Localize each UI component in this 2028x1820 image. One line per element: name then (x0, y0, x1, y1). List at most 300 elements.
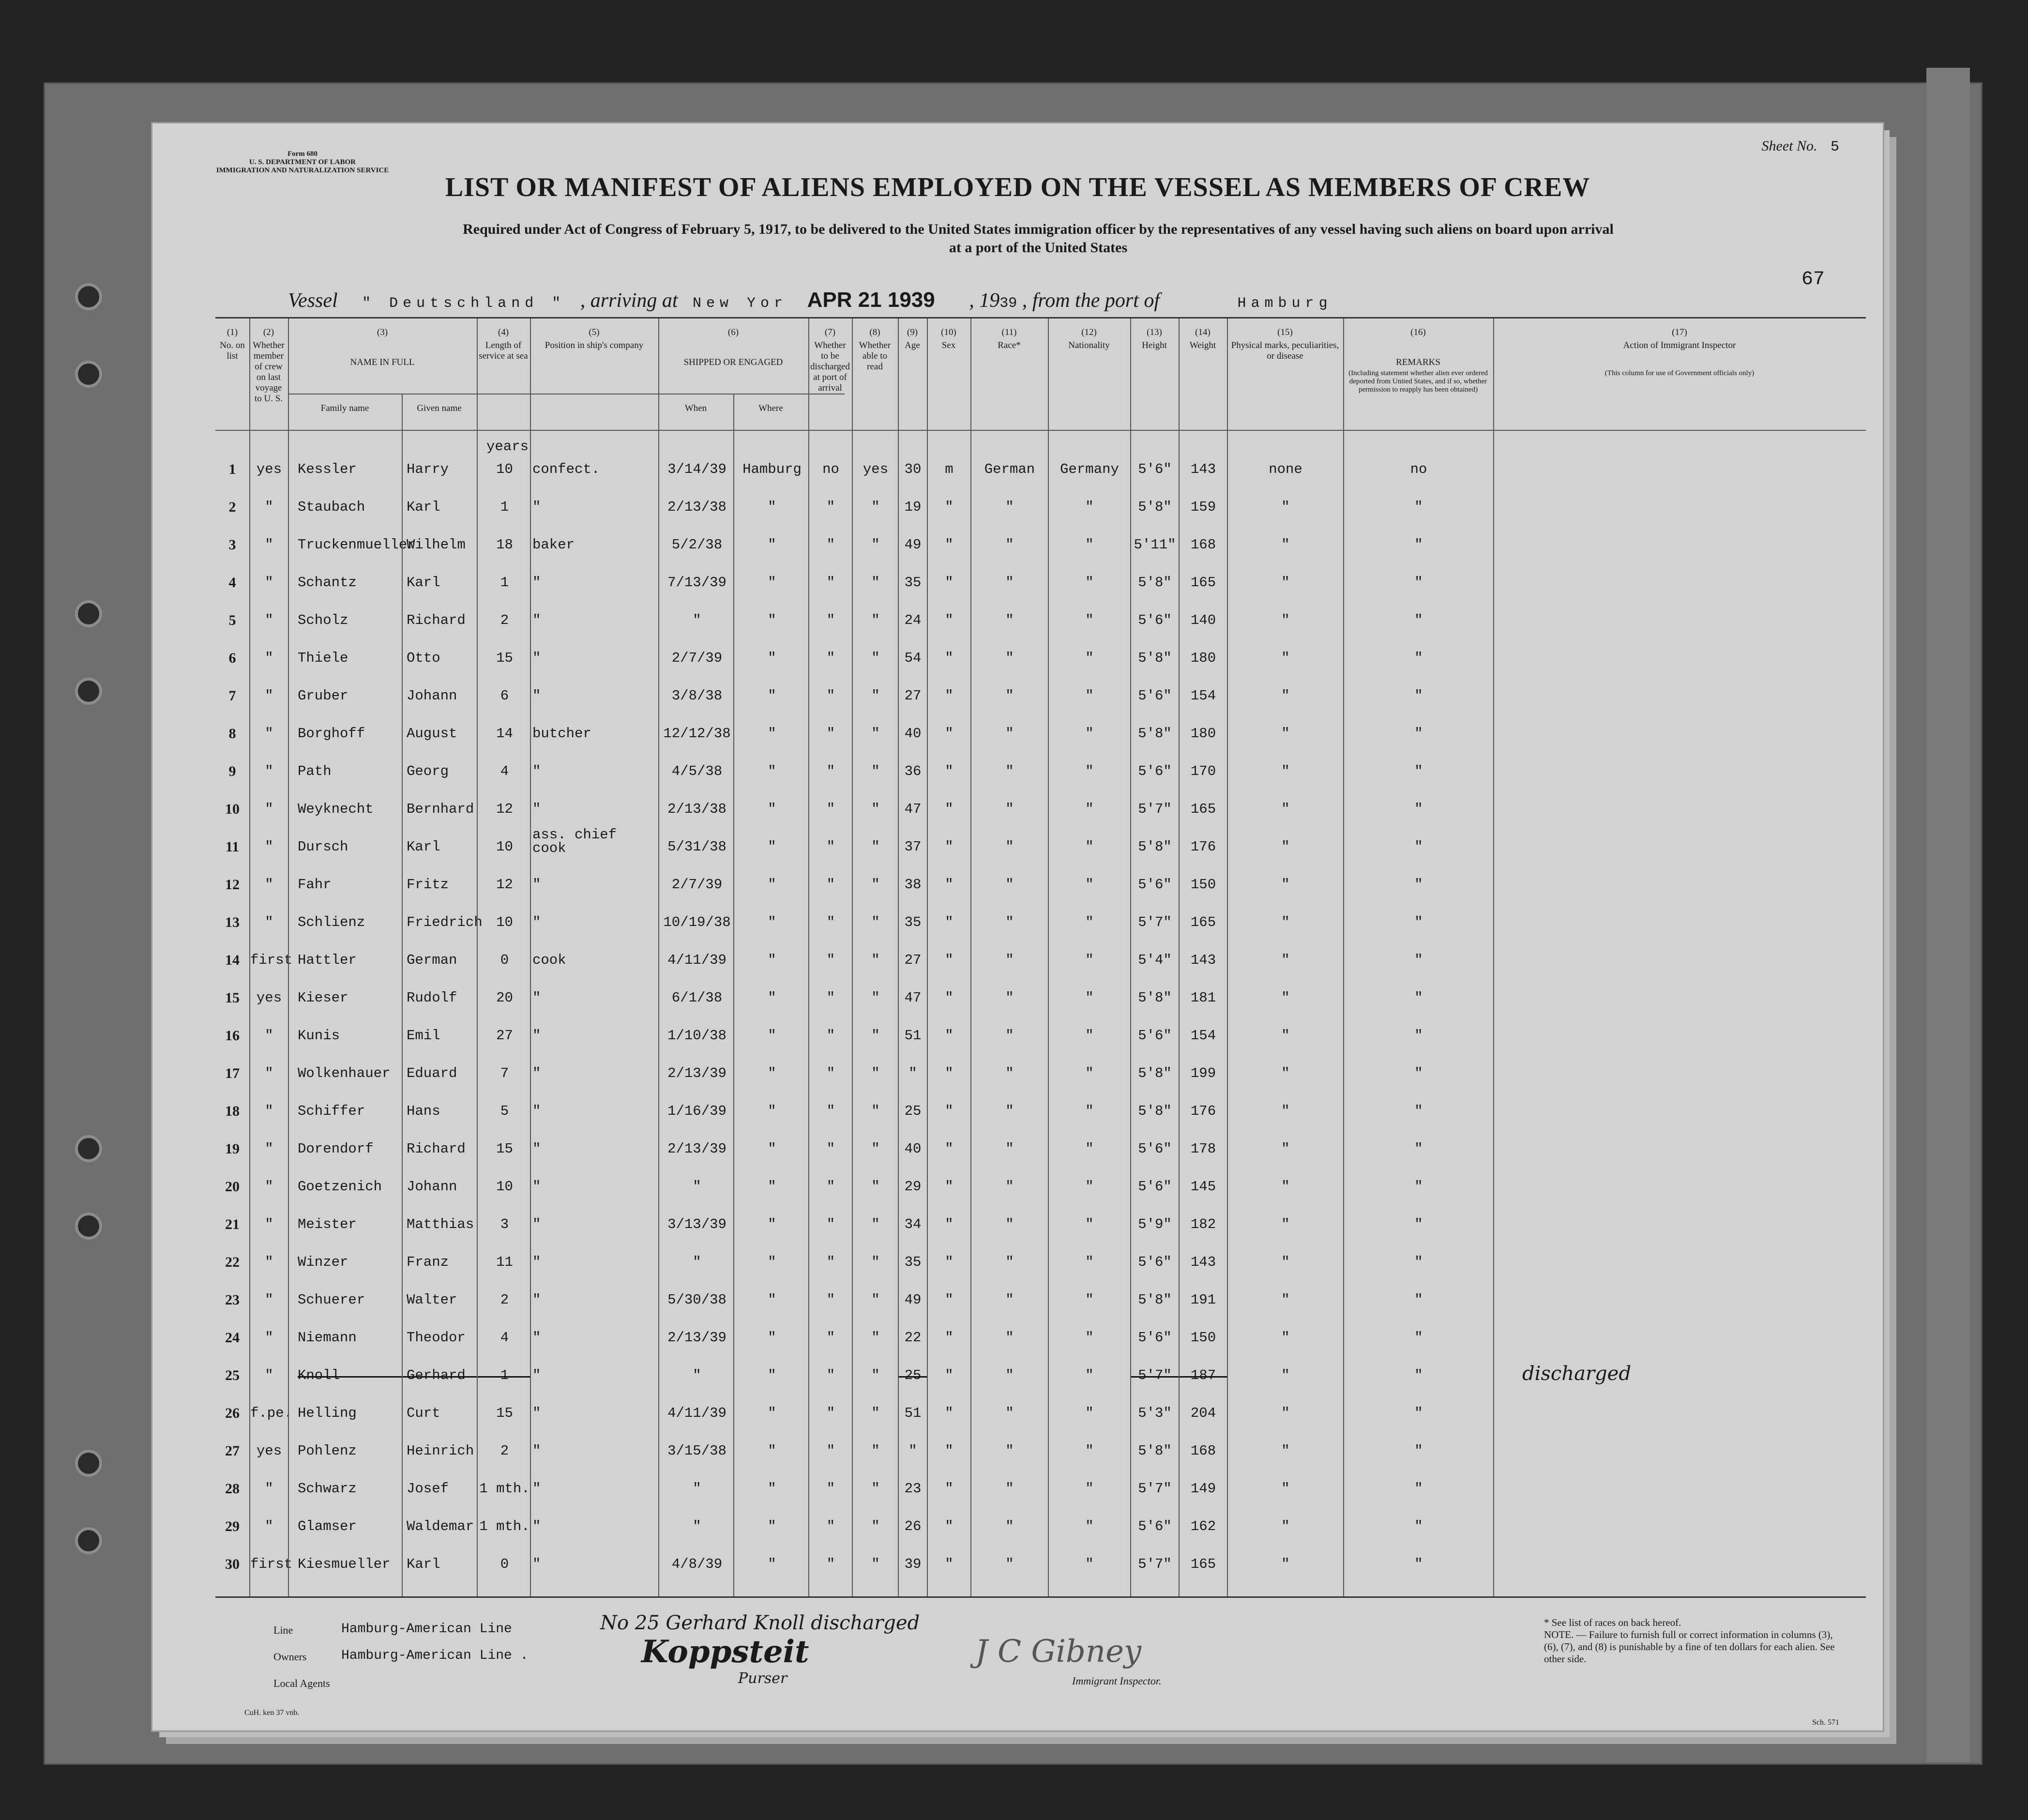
column-number: (6) (727, 327, 739, 337)
nationality-cell: " (1085, 1518, 1094, 1534)
height-cell: 5'8" (1138, 1103, 1172, 1119)
able-to-read-cell: " (871, 575, 880, 591)
last-voyage-cell: " (265, 1518, 273, 1534)
nationality-cell: " (1085, 1216, 1094, 1232)
physical-marks-cell: " (1281, 688, 1290, 704)
last-voyage-cell: " (265, 1292, 273, 1308)
nationality-cell: " (1085, 801, 1094, 817)
last-voyage-cell: " (265, 1028, 273, 1044)
discharged-cell: " (826, 877, 835, 893)
last-voyage-cell: " (265, 1103, 273, 1119)
service-length-cell: 20 (496, 990, 513, 1006)
owners-label: Owners (273, 1651, 307, 1663)
service-length-cell: 12 (496, 877, 513, 893)
column-rule (852, 318, 853, 1596)
physical-marks-cell: " (1281, 839, 1290, 855)
age-cell: 27 (904, 688, 922, 704)
nationality-cell: " (1085, 839, 1094, 855)
position-cell: " (532, 499, 541, 515)
given-name-cell: Richard (407, 1141, 466, 1157)
table-row (215, 1136, 1866, 1173)
physical-marks-cell: " (1281, 499, 1290, 515)
table-row (215, 645, 1866, 682)
race-cell: " (1005, 1405, 1014, 1421)
family-name-cell: Wolkenhauer (298, 1065, 391, 1081)
nationality-cell: " (1085, 1443, 1094, 1459)
line-label: Line (273, 1624, 293, 1636)
row-number: 17 (225, 1065, 240, 1081)
weight-cell: 180 (1190, 726, 1216, 742)
position-cell: " (532, 1556, 541, 1572)
race-cell: " (1005, 537, 1014, 553)
column-rule (249, 318, 250, 1596)
service-length-cell: 6 (500, 688, 509, 704)
discharged-cell: " (826, 1330, 835, 1346)
race-cell: " (1005, 1367, 1014, 1383)
physical-marks-cell: " (1281, 1367, 1290, 1383)
height-cell: 5'6" (1138, 461, 1172, 477)
discharged-cell: " (826, 1518, 835, 1534)
subheader-where: Where (758, 403, 783, 413)
last-voyage-cell: first (250, 1556, 293, 1572)
nationality-cell: " (1085, 1556, 1094, 1572)
age-cell: 19 (904, 499, 922, 515)
nationality-cell: " (1085, 1141, 1094, 1157)
nationality-cell: " (1085, 1330, 1094, 1346)
age-cell: 23 (904, 1481, 922, 1497)
position-cell: ass. chief cook (532, 827, 617, 856)
position-cell: butcher (532, 726, 591, 742)
engaged-where-cell: " (768, 499, 776, 515)
weight-cell: 145 (1190, 1179, 1216, 1195)
height-cell: 5'8" (1138, 1065, 1172, 1081)
service-length-cell: 10 (496, 1179, 513, 1195)
engaged-when-cell: 2/7/39 (671, 877, 723, 893)
from-port: Hamburg (1237, 295, 1332, 312)
service-length-cell: 11 (496, 1254, 513, 1270)
given-name-cell: Johann (407, 688, 457, 704)
sex-cell: " (945, 688, 953, 704)
last-voyage-cell: " (265, 537, 273, 553)
position-cell: " (532, 1028, 541, 1044)
column-number: (8) (869, 327, 880, 337)
subheader-when: When (684, 403, 707, 413)
physical-marks-cell: " (1281, 1481, 1290, 1497)
weight-cell: 149 (1190, 1481, 1216, 1497)
row-number: 12 (225, 877, 240, 893)
column-number: (16) (1410, 327, 1426, 337)
family-name-cell: Winzer (298, 1254, 348, 1270)
column-number: (5) (589, 327, 600, 337)
weight-cell: 154 (1190, 1028, 1216, 1044)
sex-cell: " (945, 763, 953, 779)
table-row (215, 1098, 1866, 1135)
sex-cell: " (945, 1443, 953, 1459)
sex-cell: " (945, 1141, 953, 1157)
able-to-read-cell: " (871, 1216, 880, 1232)
date-stamp: APR 21 1939 (807, 288, 935, 312)
sex-cell: " (945, 1254, 953, 1270)
engaged-when-cell: " (693, 1367, 701, 1383)
last-voyage-cell: " (265, 1141, 273, 1157)
discharged-cell: " (826, 1405, 835, 1421)
given-name-cell: Eduard (407, 1065, 457, 1081)
discharged-cell: " (826, 839, 835, 855)
position-cell: " (532, 877, 541, 893)
column-rule (1343, 318, 1344, 1596)
physical-marks-cell: " (1281, 1065, 1290, 1081)
binder-hole-icon (75, 600, 102, 627)
table-row (215, 1476, 1866, 1513)
given-name-cell: Richard (407, 612, 466, 628)
engaged-where-cell: " (768, 650, 776, 666)
sex-cell: " (945, 537, 953, 553)
header-divider (215, 430, 1866, 431)
position-cell: " (532, 990, 541, 1006)
sex-cell: m (945, 461, 953, 477)
weight-cell: 191 (1190, 1292, 1216, 1308)
sex-cell: " (945, 990, 953, 1006)
nationality-cell: " (1085, 1254, 1094, 1270)
weight-cell: 204 (1190, 1405, 1216, 1421)
owners-value: Hamburg-American Line . (341, 1648, 529, 1663)
physical-marks-cell: " (1281, 1292, 1290, 1308)
engaged-when-cell: 12/12/38 (663, 726, 731, 742)
weight-cell: 176 (1190, 1103, 1216, 1119)
given-name-cell: Wilhelm (407, 537, 466, 553)
family-name-cell: Helling (298, 1405, 357, 1421)
discharged-cell: " (826, 1254, 835, 1270)
table-row (215, 758, 1866, 795)
able-to-read-cell: " (871, 877, 880, 893)
engaged-where-cell: " (768, 1254, 776, 1270)
physical-marks-cell: " (1281, 1216, 1290, 1232)
engaged-when-cell: " (693, 612, 701, 628)
table-row (215, 456, 1866, 493)
given-name-cell: Friedrich (407, 914, 483, 930)
physical-marks-cell: " (1281, 1179, 1290, 1195)
nationality-cell: " (1085, 688, 1094, 704)
column-subrule (402, 394, 403, 1596)
last-voyage-cell: " (265, 499, 273, 515)
column-header: Physical marks, peculiarities, or disease (1231, 340, 1339, 361)
sex-cell: " (945, 650, 953, 666)
nationality-cell: " (1085, 575, 1094, 591)
race-cell: " (1005, 1330, 1014, 1346)
given-name-cell: Georg (407, 763, 449, 779)
footnote (1544, 1617, 1844, 1665)
nationality-cell: " (1085, 1292, 1094, 1308)
engaged-where-cell: " (768, 1481, 776, 1497)
weight-cell: 181 (1190, 990, 1216, 1006)
remarks-cell: " (1414, 1443, 1423, 1459)
given-name-cell: Emil (407, 1028, 440, 1044)
discharged-cell: " (826, 952, 835, 968)
engaged-when-cell: 2/13/39 (667, 1141, 726, 1157)
remarks-cell: " (1414, 575, 1423, 591)
last-voyage-cell: " (265, 650, 273, 666)
sex-cell: " (945, 1179, 953, 1195)
able-to-read-cell: " (871, 1518, 880, 1534)
discharged-cell: " (826, 726, 835, 742)
position-cell: " (532, 1367, 541, 1383)
nationality-cell: " (1085, 952, 1094, 968)
row-number: 21 (225, 1216, 240, 1232)
engaged-when-cell: " (693, 1179, 701, 1195)
races-note: * See list of races on back hereof. (1544, 1617, 1681, 1628)
age-cell: 34 (904, 1216, 922, 1232)
column-rule (1179, 318, 1180, 1596)
remarks-cell: " (1414, 952, 1423, 968)
engaged-where-cell: " (768, 1141, 776, 1157)
height-cell: 5'6" (1138, 1028, 1172, 1044)
physical-marks-cell: " (1281, 1518, 1290, 1534)
inspector-signature: J C Gibney (975, 1634, 1142, 1669)
given-name-cell: Franz (407, 1254, 449, 1270)
remarks-cell: " (1414, 1481, 1423, 1497)
weight-cell: 165 (1190, 1556, 1216, 1572)
able-to-read-cell: " (871, 1141, 880, 1157)
engaged-where-cell: " (768, 914, 776, 930)
last-voyage-cell: " (265, 688, 273, 704)
table-row (215, 947, 1866, 984)
able-to-read-cell: " (871, 839, 880, 855)
table-row (215, 1174, 1866, 1211)
age-cell: 49 (904, 1292, 922, 1308)
discharged-cell: " (826, 688, 835, 704)
position-cell: " (532, 575, 541, 591)
row-number: 4 (228, 575, 236, 591)
engaged-where-cell: " (768, 1556, 776, 1572)
age-cell: 36 (904, 763, 922, 779)
engaged-where-cell: Hamburg (742, 461, 802, 477)
height-cell: 5'6" (1138, 1330, 1172, 1346)
service-length-cell: 10 (496, 914, 513, 930)
row-number: 27 (225, 1443, 240, 1459)
family-name-cell: Niemann (298, 1330, 357, 1346)
able-to-read-cell: " (871, 688, 880, 704)
remarks-cell: " (1414, 612, 1423, 628)
handwritten-discharge-note: No 25 Gerhard Knoll discharged (600, 1612, 920, 1634)
engaged-when-cell: " (693, 1518, 701, 1534)
subheader-remarks-note: (Including statement whether alien ever ordered deported from United States, and if so, whether permission to reapply has been obtained) (1348, 369, 1488, 394)
remarks-cell: " (1414, 763, 1423, 779)
vessel-line (288, 288, 1332, 312)
able-to-read-cell: " (871, 1292, 880, 1308)
sex-cell: " (945, 499, 953, 515)
form-service: IMMIGRATION AND NATURALIZATION SERVICE (216, 167, 389, 174)
last-voyage-cell: " (265, 1367, 273, 1383)
column-header: No. on list (220, 340, 245, 361)
engaged-when-cell: 5/31/38 (667, 839, 726, 855)
position-cell: " (532, 1518, 541, 1534)
row-number: 2 (228, 499, 236, 515)
engaged-where-cell: " (768, 726, 776, 742)
height-cell: 5'6" (1138, 1518, 1172, 1534)
form-header (215, 150, 390, 175)
family-name-cell: Hattler (298, 952, 357, 968)
family-name-cell: Kunis (298, 1028, 340, 1044)
able-to-read-cell: " (871, 612, 880, 628)
given-name-cell: Karl (407, 499, 440, 515)
nationality-cell: " (1085, 537, 1094, 553)
column-rule (530, 318, 531, 1596)
able-to-read-cell: yes (863, 461, 889, 477)
remarks-cell: " (1414, 839, 1423, 855)
sex-cell: " (945, 726, 953, 742)
able-to-read-cell: " (871, 1367, 880, 1383)
physical-marks-cell: " (1281, 612, 1290, 628)
nationality-cell: " (1085, 763, 1094, 779)
age-cell: 39 (904, 1556, 922, 1572)
physical-marks-cell: " (1281, 1254, 1290, 1270)
remarks-cell: " (1414, 1141, 1423, 1157)
engaged-where-cell: " (768, 1103, 776, 1119)
given-name-cell: Rudolf (407, 990, 457, 1006)
discharged-cell: " (826, 1292, 835, 1308)
master-signature: Koppsteit (641, 1634, 809, 1670)
row-number: 15 (225, 990, 240, 1006)
given-name-cell: Karl (407, 839, 440, 855)
weight-cell: 168 (1190, 1443, 1216, 1459)
column-rule (1227, 318, 1228, 1596)
discharged-cell: " (826, 914, 835, 930)
service-length-cell: 10 (496, 461, 513, 477)
inspector-label: Immigrant Inspector. (1072, 1675, 1162, 1687)
remarks-cell: no (1410, 461, 1427, 477)
service-length-cell: 27 (496, 1028, 513, 1044)
crew-table (215, 317, 1866, 1598)
nationality-cell: " (1085, 1367, 1094, 1383)
able-to-read-cell: " (871, 1179, 880, 1195)
weight-cell: 165 (1190, 575, 1216, 591)
service-length-cell: 15 (496, 1141, 513, 1157)
service-length-cell: 1 mth. (479, 1518, 530, 1534)
position-cell: " (532, 1330, 541, 1346)
able-to-read-cell: " (871, 801, 880, 817)
race-cell: " (1005, 1443, 1014, 1459)
service-length-cell: 18 (496, 537, 513, 553)
table-row (215, 872, 1866, 909)
last-voyage-cell: " (265, 1481, 273, 1497)
given-name-cell: German (407, 952, 457, 968)
row-number: 10 (225, 801, 240, 817)
engaged-where-cell: " (768, 575, 776, 591)
discharged-cell: " (826, 650, 835, 666)
years-unit-label: years (486, 439, 529, 455)
row-number: 13 (225, 914, 240, 930)
able-to-read-cell: " (871, 499, 880, 515)
strike-through-line (298, 1376, 530, 1378)
table-row (215, 721, 1866, 758)
nationality-cell: " (1085, 1179, 1094, 1195)
position-cell: cook (532, 952, 566, 968)
nationality-cell: " (1085, 1481, 1094, 1497)
race-cell: " (1005, 1103, 1014, 1119)
engaged-when-cell: 4/11/39 (667, 1405, 726, 1421)
family-name-cell: Meister (298, 1216, 357, 1232)
service-length-cell: 1 (500, 1367, 509, 1383)
table-row (215, 910, 1866, 946)
engaged-where-cell: " (768, 1028, 776, 1044)
family-name-cell: Gruber (298, 688, 348, 704)
height-cell: 5'7" (1138, 1556, 1172, 1572)
service-length-cell: 0 (500, 1556, 509, 1572)
column-subrule (733, 394, 734, 1596)
column-number: (2) (263, 327, 274, 337)
row-number: 5 (228, 612, 236, 628)
discharged-cell: " (826, 1179, 835, 1195)
engaged-when-cell: 2/13/39 (667, 1065, 726, 1081)
physical-marks-cell: " (1281, 990, 1290, 1006)
nationality-cell: " (1085, 877, 1094, 893)
family-name-cell: Dorendorf (298, 1141, 374, 1157)
nationality-cell: " (1085, 990, 1094, 1006)
family-name-cell: Schuerer (298, 1292, 365, 1308)
able-to-read-cell: " (871, 1443, 880, 1459)
binder-hole-icon (75, 1527, 102, 1554)
family-name-cell: Schantz (298, 575, 357, 591)
race-cell: " (1005, 914, 1014, 930)
engaged-when-cell: 4/5/38 (671, 763, 723, 779)
height-cell: 5'7" (1138, 1481, 1172, 1497)
row-number: 24 (225, 1330, 240, 1346)
remarks-cell: " (1414, 1518, 1423, 1534)
given-name-cell: Hans (407, 1103, 440, 1119)
engaged-where-cell: " (768, 1330, 776, 1346)
physical-marks-cell: " (1281, 1103, 1290, 1119)
remarks-cell: " (1414, 1179, 1423, 1195)
manifest-sheet (152, 123, 1883, 1730)
nationality-cell: " (1085, 1103, 1094, 1119)
height-cell: 5'6" (1138, 1179, 1172, 1195)
column-header: REMARKS (1396, 357, 1440, 367)
discharged-cell: " (826, 801, 835, 817)
height-cell: 5'6" (1138, 612, 1172, 628)
given-name-cell: Johann (407, 1179, 457, 1195)
table-row (215, 985, 1866, 1022)
last-voyage-cell: " (265, 877, 273, 893)
race-cell: " (1005, 1179, 1014, 1195)
row-number: 7 (228, 688, 236, 704)
row-number: 18 (225, 1103, 240, 1119)
column-header: Position in ship's company (545, 340, 644, 350)
column-number: (9) (907, 327, 918, 337)
row-number: 23 (225, 1292, 240, 1308)
form-code: Sch. 571 (1812, 1718, 1839, 1727)
remarks-cell: " (1414, 1254, 1423, 1270)
binder-hole-icon (75, 1450, 102, 1477)
master-title: Purser (738, 1670, 787, 1687)
column-header: Sex (941, 340, 956, 350)
table-row (215, 1061, 1866, 1097)
able-to-read-cell: " (871, 1065, 880, 1081)
sex-cell: " (945, 1216, 953, 1232)
service-length-cell: 2 (500, 1443, 509, 1459)
sheet-value: 5 (1830, 139, 1839, 155)
nationality-cell: " (1085, 726, 1094, 742)
given-name-cell: Matthias (407, 1216, 474, 1232)
column-number: (12) (1081, 327, 1097, 337)
given-name-cell: Heinrich (407, 1443, 474, 1459)
position-cell: " (532, 612, 541, 628)
sex-cell: " (945, 1367, 953, 1383)
able-to-read-cell: " (871, 1103, 880, 1119)
family-name-cell: Glamser (298, 1518, 357, 1534)
discharged-cell: " (826, 1481, 835, 1497)
row-number: 30 (225, 1556, 240, 1572)
height-cell: 5'6" (1138, 688, 1172, 704)
